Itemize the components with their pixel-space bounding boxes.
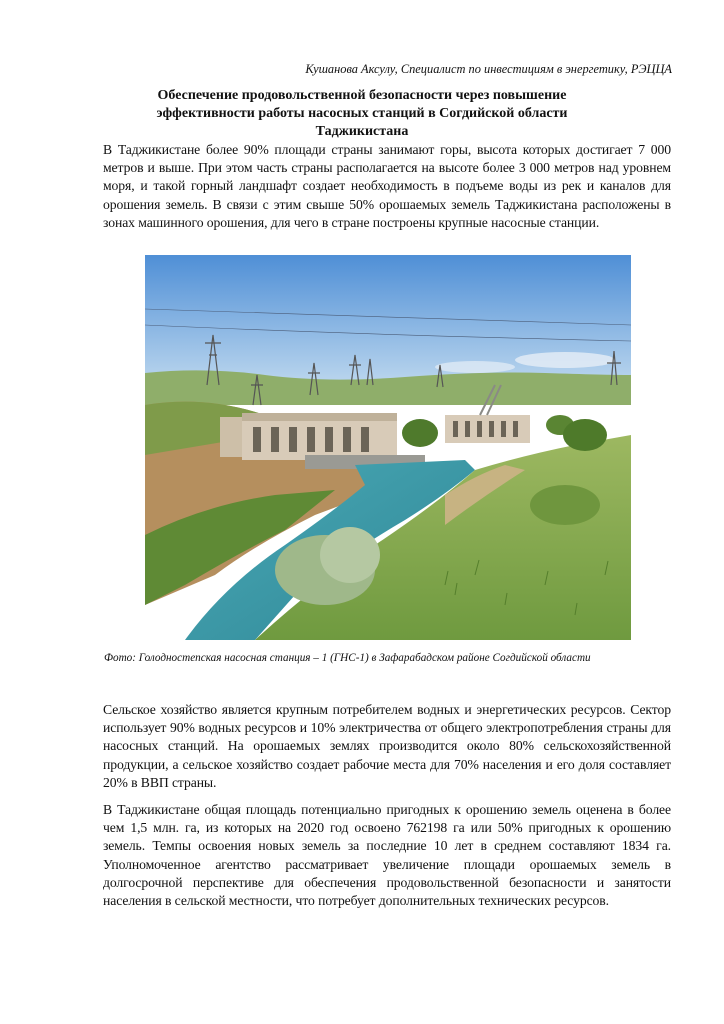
title-line-3: Таджикистана — [315, 124, 409, 139]
paragraph-intro: В Таджикистане более 90% площади страны занимают горы, высота которых достигает 7 000 метров и выше. При этом часть страны располагается на высоте более 3 000 метров над уровнем моря, и такой горный ландшафт создает необходимость в подъеме воды из рек и каналов для орошения земель. В связи с этим свыше 50% орошаемых земель Таджикистана расположены в зонах машинного орошения, для чего в стране построены крупные насосные станции. — [103, 142, 671, 230]
document-title — [100, 87, 624, 141]
author-line: Кушанова Аксулу, Специалист по инвестициям в энергетику, РЭЦЦА — [305, 62, 672, 76]
paragraph-irrigation-area: В Таджикистане общая площадь потенциально пригодных к орошению земель оценена в более чем 1,5 млн. га, из которых на 2020 год освоено 762198 га или 50% пригодных к орошению земель. Темпы освоения новых земель за последние 10 лет в среднем составляют 1834 га. Уполномоченное агентство рассматривает увеличение площади орошаемых земель в долгосрочной перспективе для обеспечения продовольственной безопасности и занятости населения в сельской местности, что потребует дополнительных технических ресурсов. — [103, 802, 671, 909]
pump-station-photo — [145, 255, 631, 640]
paragraph-agriculture: Сельское хозяйство является крупным потребителем водных и энергетических ресурсов. Сектор использует 90% водных ресурсов и 10% электричества от общего электропотребления страны для насосных станций. На орошаемых землях производится около 80% сельскохозяйственной продукции, а сельское хозяйство создает рабочие места для 70% населения и его доля составляет 20% в ВВП страны. — [103, 702, 671, 790]
title-line-2: эффективности работы насосных станций в Согдийской области — [156, 106, 568, 121]
photo-caption: Фото: Голодностепская насосная станция – 1 (ГНС-1) в Зафарабадском районе Согдийской области — [104, 652, 591, 664]
title-line-1: Обеспечение продовольственной безопасности через повышение — [157, 88, 567, 103]
